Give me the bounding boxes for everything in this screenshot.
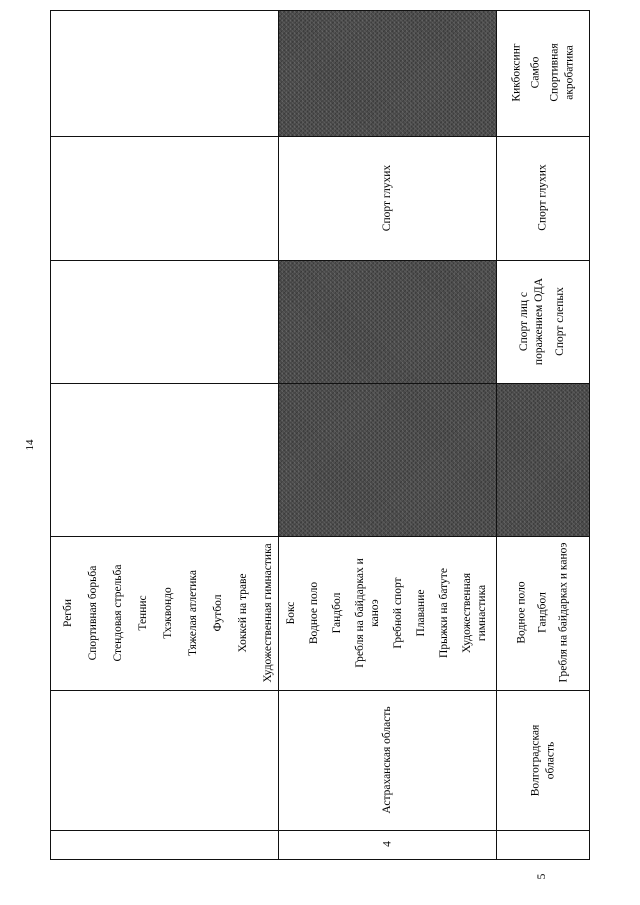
- sport-item: Прыжки на батуте: [438, 568, 450, 658]
- row4-region: Астраханская область: [380, 706, 393, 814]
- sport-item: Самбо: [529, 56, 541, 89]
- sport-item: Гребной спорт: [392, 577, 404, 649]
- sport-item: Художественная гимнастика: [461, 572, 488, 654]
- sport-item: Водное поло: [515, 581, 528, 644]
- sport-item: Регби: [62, 598, 74, 628]
- row5-region: Волгоградская область: [529, 724, 556, 797]
- page-number: 14: [24, 439, 36, 451]
- sport-item: Спорт лиц с поражением ОДА: [518, 277, 545, 366]
- shaded-cell-row4-col3: [278, 383, 496, 536]
- prev-row-sports: [50, 536, 278, 690]
- row4-deaf-sport: Спорт глухих: [380, 164, 393, 232]
- row5-number: 5: [536, 873, 548, 880]
- shaded-cell-row4-col6: [278, 10, 496, 136]
- sport-item: Гандбол: [331, 592, 343, 634]
- sport-item: Тяжелая атлетика: [187, 570, 199, 656]
- grid-line: [50, 859, 590, 860]
- row5-disabled-sports: [496, 260, 589, 383]
- sport-item: Гребля на байдарках и каноэ: [557, 542, 570, 683]
- sport-item: Спортивная акробатика: [548, 43, 575, 102]
- grid-line: [50, 10, 51, 860]
- sport-item: Спорт слепых: [554, 287, 566, 356]
- sport-item: Гандбол: [536, 592, 549, 633]
- sport-item: Футбол: [212, 594, 224, 632]
- sport-item: Кикбоксинг: [510, 43, 522, 102]
- sport-item: Хоккей на траве: [237, 573, 249, 653]
- shaded-cell-row5-col3: [496, 383, 590, 536]
- row5-sports: [497, 536, 590, 690]
- sport-item: Тхэквондо: [162, 587, 174, 639]
- row5-deaf-sport: Спорт глухих: [536, 164, 549, 231]
- sports-table: [50, 10, 590, 880]
- row5-other-sports: [497, 10, 590, 136]
- row4-number: 4: [381, 841, 393, 847]
- row4-sports: [278, 536, 496, 690]
- sport-item: Бокс: [285, 601, 297, 625]
- grid-line: [50, 383, 590, 384]
- sport-item: Плавание: [415, 589, 427, 637]
- shaded-cell-row4-col4: [278, 260, 496, 383]
- sport-item: Художественная гимнастика: [262, 543, 274, 683]
- sport-item: Водное поло: [308, 581, 320, 645]
- sport-item: Стендовая стрельба: [112, 564, 124, 662]
- sport-item: Теннис: [137, 595, 149, 631]
- sport-item: Гребля на байдарках и каноэ: [354, 558, 381, 668]
- sport-item: Спортивная борьба: [87, 565, 99, 661]
